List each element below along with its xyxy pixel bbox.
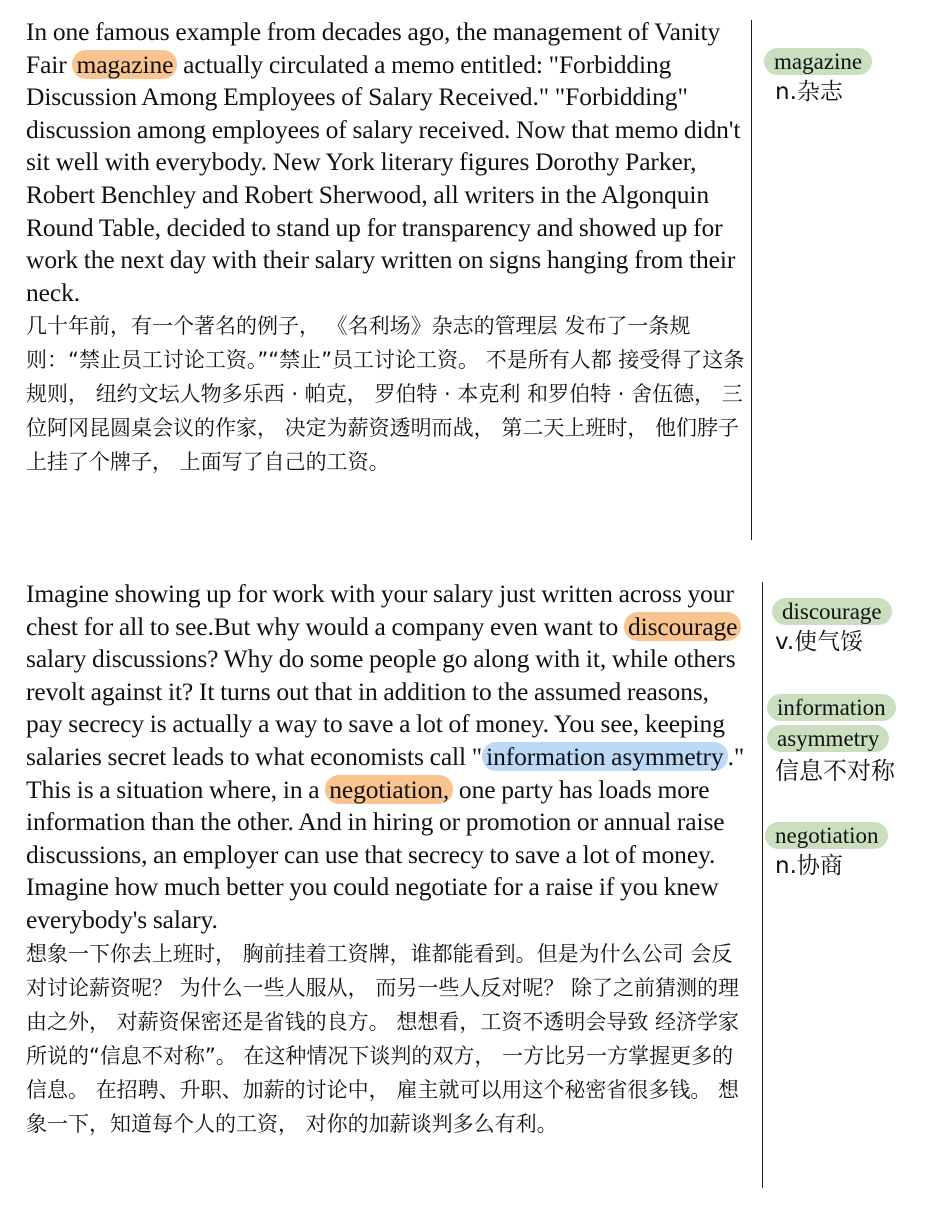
text-span: Imagine showing up for work with your salary just written across your chest for all to see.But why would a company even want to: [26, 579, 734, 641]
vocab-entry-discourage[interactable]: [772, 598, 950, 657]
vocab-definition: [775, 756, 947, 787]
highlight-discourage[interactable]: discourage: [624, 612, 741, 641]
column-divider-2: [762, 582, 763, 1188]
vocab-definition: [775, 851, 945, 881]
vocab-word: magazine: [764, 48, 872, 75]
vocab-word-line-1: information: [767, 694, 896, 721]
vocab-word: negotiation: [765, 822, 888, 849]
text-span: In one famous example from decades ago, the management of Vanity Fair: [26, 17, 721, 79]
highlight-magazine[interactable]: magazine: [72, 50, 177, 79]
paragraph-2-chinese: 想象一下你去上班时， 胸前挂着工资牌，谁都能看到。但是为什么公司 会反对讨论薪资呢？ 为什么一些人服从， 而另一些人反对呢？ 除了之前猜测的理由之外， 对薪资保密还是省钱的良方。 想想看，工资不透明会导致 经济学家所说的“信息不对称”。 在这种情况下谈判的双方， 一方比另一方掌握更多的信息。 在招聘、升职、加薪的讨论中， 雇主就可以用这个秘密省很多钱。 想象一下，知道每个人的工资， 对你的加薪谈判多么有利。: [26, 941, 740, 1136]
vocab-word: discourage: [772, 598, 892, 625]
text-span: ." This is a situation where, in a: [26, 741, 745, 804]
paragraph-1-chinese: 几十年前，有一个著名的例子， 《名利场》杂志的管理层 发布了一条规则：“禁止员工讨论工资。”“禁止”员工讨论工资。 不是所有人都 接受得了这条规则， 纽约文坛人物多乐西 · 帕克， 罗伯特 · 本克利 和罗伯特 · 舍伍德， 三位阿冈昆圆桌会议的作家， 决定为薪资透明而战， 第二天上班时， 他们脖子上挂了个牌子， 上面写了自己的工资。: [26, 314, 745, 475]
definition-text: n.杂志: [775, 79, 843, 105]
column-divider-1: [751, 20, 752, 540]
vocab-entry-information-asymmetry[interactable]: [767, 694, 947, 787]
text-span: salary discussions? Why do some people go along with it, while others revolt against it? It turns out that in addition to the assumed reasons, pay secrecy is actually a way to save a lot of money. You see, keeping salaries secret leads to what economists call ": [26, 644, 736, 771]
paragraph-2: [26, 578, 748, 1141]
definition-text: 信息不对称: [775, 757, 895, 785]
definition-text: v.使气馁: [775, 629, 864, 655]
text-span: actually circulated a memo entitled: "Forbidding Discussion Among Employees of Salary Received." "Forbidding" discussion among employees of salary received. Now that memo didn't sit well with everybody. New York literary figures Dorothy Parker, Robert Benchley and Robert Sherwood, all writers in the Algonquin Round Table, decided to stand up for transparency and showed up for work the next day with their salary written on signs hanging from their neck.: [26, 49, 741, 307]
vocab-word-line-2: asymmetry: [767, 725, 889, 752]
vocab-definition: [775, 77, 944, 107]
vocab-entry-magazine[interactable]: [764, 48, 944, 107]
paragraph-1: [26, 16, 748, 479]
vocab-entry-negotiation[interactable]: [765, 822, 945, 881]
paragraph-1-english: [26, 16, 748, 309]
paragraph-2-english: [26, 578, 748, 937]
highlight-information-asymmetry[interactable]: information asymmetry: [482, 742, 727, 771]
highlight-negotiation[interactable]: negotiation,: [325, 775, 453, 804]
definition-text: n.协商: [775, 853, 843, 879]
text-span: one party has loads more information than the other. And in hiring or promotion or annual raise discussions, an employer can use that secrecy to save a lot of money. Imagine how much better you could negotiate for a raise if you knew everybody's salary.: [26, 774, 725, 934]
vocab-definition: [775, 627, 950, 657]
